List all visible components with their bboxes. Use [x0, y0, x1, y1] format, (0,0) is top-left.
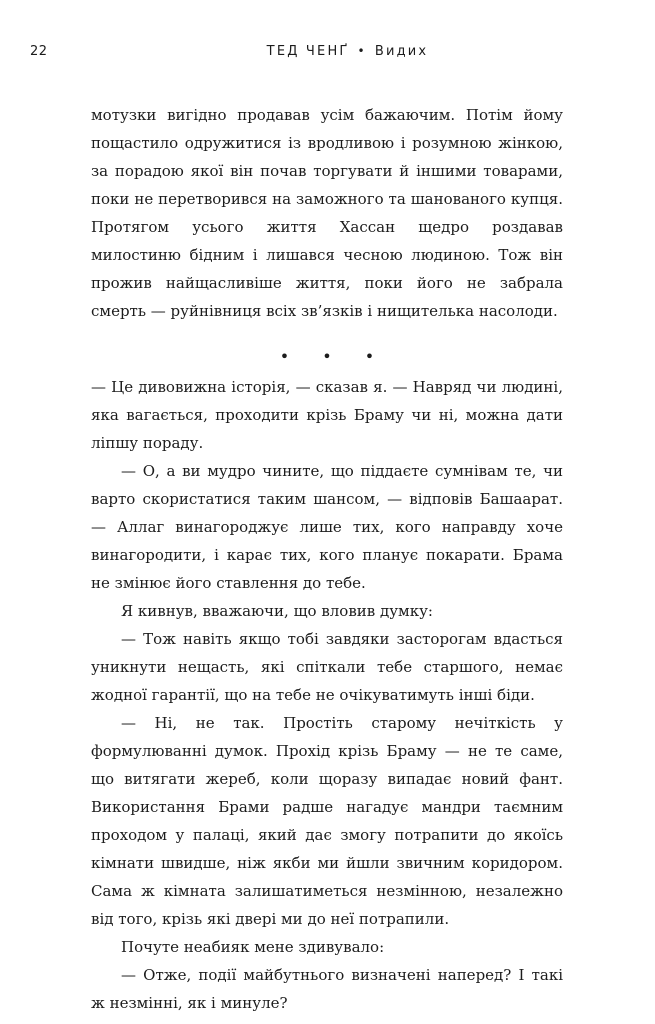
paragraph: — Отже, події майбутнього визначені наперед? І такі ж незмінні, як і минуле?	[91, 966, 563, 1012]
paragraph: Почуте неабияк мене здивувало:	[121, 938, 385, 956]
paragraph: — Тож навіть якщо тобі завдяки засторогам вдасться уникнути нещасть, які спіткали тебе старшого, немає жодної гарантії, що на тебе не очікуватимуть інші біди.	[91, 630, 563, 704]
running-head	[0, 44, 655, 59]
section-break-ornament: • • •	[279, 347, 389, 366]
paragraph: Я кивнув, вважаючи, що вловив думку:	[121, 602, 433, 620]
running-head-chapter: Видих	[374, 44, 429, 59]
running-head-author: ТЕД ЧЕНҐ	[266, 44, 350, 59]
page-number: 22	[30, 44, 48, 59]
paragraph: — О, а ви мудро чините, що піддаєте сумнівам те, чи варто скористатися таким шансом, — відповів Башаарат. — Аллаг винагороджує лише тих, кого направду хоче винагородити, і карає тих, кого планує покарати. Брама не змінює його ставлення до тебе.	[91, 462, 563, 592]
paragraph: — Це дивовижна історія, — сказав я. — Навряд чи людині, яка вагається, проходити крізь Браму чи ні, можна дати ліпшу пораду.	[91, 378, 563, 452]
paragraph: мотузки вигідно продавав усім бажаючим. Потім йому пощастило одружитися із вродливою і розумною жінкою, за порадою якої він почав торгувати й іншими товарами, поки не перетворився на заможного та шанованого купця. Протягом усього життя Хассан щедро роздавав милостиню бідним і лишався чесною людиною. Тож він прожив найщасливіше життя, поки його не забрала смерть — руйнівниця всіх зв’язків і нищителька насолоди.	[91, 106, 563, 320]
paragraph: — Ні, не так. Простіть старому нечіткість у формулюванні думок. Прохід крізь Браму — не те саме, що витягати жереб, коли щоразу випадає новий фант. Використання Брами радше нагадує мандри таємним проходом у палаці, який дає змогу потрапити до якоїсь кімнати швидше, ніж якби ми йшли звичним коридором. Сама ж кімната залишатиметься незмінною, незалежно від того, крізь які двері ми до неї потрапили.	[91, 714, 563, 928]
running-head-separator: •	[357, 44, 367, 58]
page-body	[91, 101, 563, 1017]
